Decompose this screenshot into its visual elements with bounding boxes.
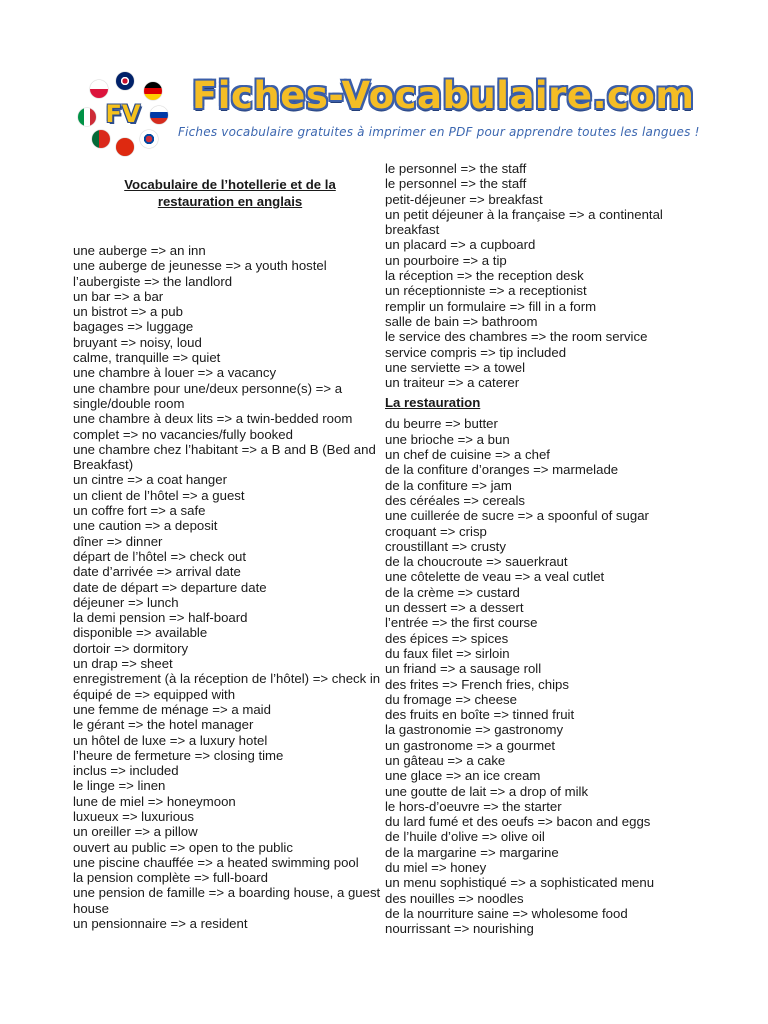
list-item: un cintre => a coat hanger — [73, 472, 227, 488]
list-item: de la confiture => jam — [385, 477, 512, 493]
list-item: inclus => included — [73, 763, 179, 779]
list-item: luxueux => luxurious — [73, 808, 194, 824]
list-item: la pension complète => full-board — [73, 870, 269, 886]
list-item: des nouilles => noodles — [385, 890, 524, 906]
list-item: des fruits en boîte => tinned fruit — [385, 707, 575, 723]
list-item: une pension de famille => a boarding house, a guest house — [73, 885, 381, 916]
fv-logo-badge: FV — [105, 100, 141, 128]
list-item: le personnel => the staff — [385, 161, 527, 176]
list-item: un oreiller => a pillow — [73, 824, 198, 840]
list-item: un hôtel de luxe => a luxury hotel — [73, 732, 268, 748]
document-title: Vocabulaire de l’hotellerie et de la restauration en anglais — [124, 177, 336, 209]
list-item: la réception => the reception desk — [385, 268, 584, 284]
uk-flag-icon — [116, 72, 134, 90]
list-item: l’aubergiste => the landlord — [73, 273, 233, 289]
list-item: une goutte de lait => a drop of milk — [385, 783, 589, 799]
list-item: le gérant => the hotel manager — [73, 717, 254, 733]
list-item: salle de bain => bathroom — [385, 313, 538, 329]
list-item: nourrissant => nourishing — [385, 921, 534, 937]
list-item: calme, tranquille => quiet — [73, 350, 221, 366]
list-item: un dessert => a dessert — [385, 600, 524, 616]
portugal-flag-icon — [92, 130, 110, 148]
list-item: un chef de cuisine => a chef — [385, 447, 550, 463]
list-item: l’heure de fermeture => closing time — [73, 747, 284, 763]
list-item: un gastronome => a gourmet — [385, 737, 556, 753]
list-item: un pourboire => a tip — [385, 252, 507, 268]
list-item: un menu sophistiqué => a sophisticated menu — [385, 875, 655, 891]
list-item: l’entrée => the first course — [385, 615, 538, 631]
list-item: une brioche => a bun — [385, 431, 510, 447]
list-item: une côtelette de veau => a veal cutlet — [385, 569, 605, 585]
site-tagline: Fiches vocabulaire gratuites à imprimer en PDF pour apprendre toutes les langues ! — [178, 125, 700, 139]
list-item: dortoir => dormitory — [73, 640, 189, 656]
list-item: un réceptionniste => a receptionist — [385, 283, 587, 299]
list-item: de la margarine => margarine — [385, 844, 559, 860]
list-item: disponible => available — [73, 625, 208, 641]
language-flags — [72, 66, 182, 166]
italy-flag-icon — [78, 108, 96, 126]
list-item: une auberge => an inn — [73, 243, 206, 258]
list-item: enregistrement (à la réception de l’hôtel) => check in — [73, 671, 381, 687]
list-item: une femme de ménage => a maid — [73, 701, 271, 717]
list-item: du beurre => butter — [385, 416, 498, 432]
list-item: petit-déjeuner => breakfast — [385, 191, 543, 207]
list-item: le linge => linen — [73, 778, 166, 794]
china-flag-icon — [116, 138, 134, 156]
list-item: du faux filet => sirloin — [385, 645, 510, 661]
site-header — [72, 66, 712, 166]
list-item: la demi pension => half-board — [73, 610, 248, 626]
list-item: du miel => honey — [385, 860, 487, 876]
list-item: lune de miel => honeymoon — [73, 793, 236, 809]
list-item: date de départ => departure date — [73, 579, 267, 595]
list-item: des épices => spices — [385, 630, 509, 646]
list-item: bagages => luggage — [73, 319, 194, 335]
list-item: une chambre pour une/deux personne(s) => a single/double room — [73, 380, 343, 411]
list-item: de l’huile d’olive => olive oil — [385, 829, 545, 845]
list-item: croquant => crisp — [385, 523, 487, 539]
list-item: un friand => a sausage roll — [385, 661, 542, 677]
list-item: un traiteur => a caterer — [385, 375, 520, 391]
list-item: une piscine chauffée => a heated swimming pool — [73, 854, 359, 870]
list-item: croustillant => crusty — [385, 538, 506, 554]
korea-flag-icon — [140, 130, 158, 148]
list-item: une auberge de jeunesse => a youth hostel — [73, 258, 327, 274]
list-item: des céréales => cereals — [385, 492, 526, 508]
list-item: un client de l’hôtel => a guest — [73, 487, 245, 503]
list-item: remplir un formulaire => fill in a form — [385, 298, 597, 314]
list-item: complet => no vacancies/fully booked — [73, 426, 293, 442]
list-item: un placard => a cupboard — [385, 237, 536, 253]
list-item: une chambre à deux lits => a twin-bedded room — [73, 411, 353, 427]
list-item: service compris => tip included — [385, 344, 567, 360]
list-item: du lard fumé et des oeufs => bacon and eggs — [385, 814, 651, 830]
list-item: un petit déjeuner à la française => a continental breakfast — [385, 206, 663, 238]
russia-flag-icon — [150, 106, 168, 124]
list-item: une chambre à louer => a vacancy — [73, 365, 277, 381]
list-item: une cuillerée de sucre => a spoonful of sugar — [385, 508, 649, 524]
list-item: un pensionnaire => a resident — [73, 916, 248, 932]
list-item: bruyant => noisy, loud — [73, 334, 202, 350]
list-item: ouvert au public => open to the public — [73, 839, 293, 855]
list-item: une glace => an ice cream — [385, 768, 541, 784]
list-item: une caution => a deposit — [73, 518, 218, 534]
list-item: un bar => a bar — [73, 288, 164, 304]
left-column — [73, 243, 381, 931]
list-item: un coffre fort => a safe — [73, 503, 206, 519]
list-item: départ de l’hôtel => check out — [73, 548, 247, 564]
list-item: un bistrot => a pub — [73, 304, 183, 320]
list-item: des frites => French fries, chips — [385, 676, 569, 692]
list-item: une chambre chez l’habitant => a B and B (Bed and Breakfast) — [73, 441, 376, 473]
site-title[interactable]: Fiches-Vocabulaire.com — [192, 74, 695, 117]
germany-flag-icon — [144, 82, 162, 100]
list-item: une serviette => a towel — [385, 359, 526, 375]
list-item: de la choucroute => sauerkraut — [385, 554, 568, 570]
list-item: un gâteau => a cake — [385, 752, 506, 768]
list-item: le personnel => the staff — [385, 176, 527, 192]
list-item: date d’arrivée => arrival date — [73, 564, 241, 580]
list-item: déjeuner => lunch — [73, 594, 179, 610]
list-item: du fromage => cheese — [385, 691, 517, 707]
list-item: de la crème => custard — [385, 584, 520, 600]
list-item: dîner => dinner — [73, 533, 163, 549]
list-item: de la confiture d’oranges => marmelade — [385, 462, 619, 478]
list-item: la gastronomie => gastronomy — [385, 722, 564, 738]
right-column — [385, 161, 685, 937]
list-item: le hors-d’oeuvre => the starter — [385, 798, 562, 814]
list-item: le service des chambres => the room service — [385, 329, 648, 345]
list-item: un drap => sheet — [73, 656, 173, 672]
list-item: équipé de => equipped with — [73, 686, 236, 702]
list-item: de la nourriture saine => wholesome food — [385, 905, 628, 921]
section-heading: La restauration — [385, 395, 481, 411]
